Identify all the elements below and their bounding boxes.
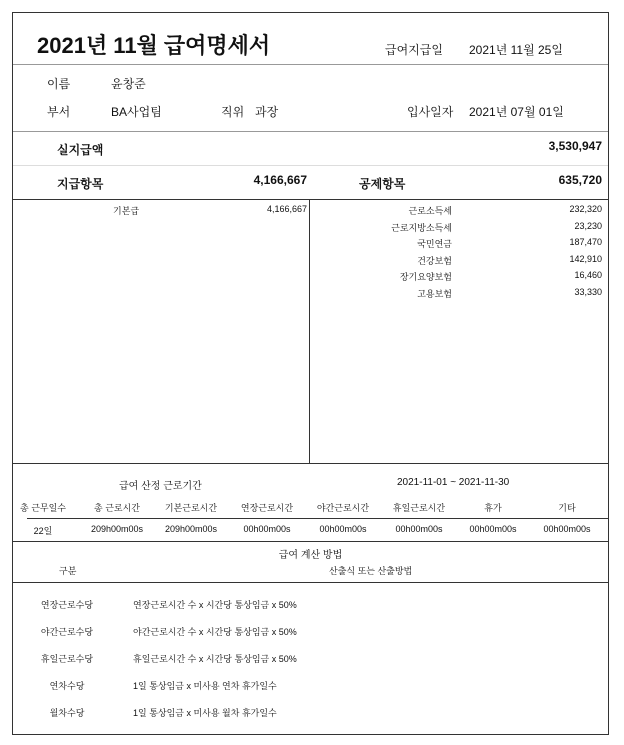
deduct-items-label: 공제항목 [359, 177, 406, 191]
deduct-item-label: 근로지방소득세 [391, 222, 452, 233]
work-header: 휴일근로시간 [392, 503, 446, 513]
pay-item-label: 기본급 [113, 206, 140, 216]
join-label: 입사일자 [407, 105, 454, 119]
deduct-item-value: 33,330 [574, 286, 602, 297]
page-title: 2021년 11월 급여명세서 [37, 33, 271, 58]
payslip [12, 12, 609, 735]
deduct-item-label: 고용보험 [417, 288, 452, 299]
join-date: 2021년 07월 01일 [469, 105, 564, 119]
deduct-item-label: 장기요양보험 [399, 272, 452, 282]
name-label: 이름 [47, 77, 71, 91]
deduct-item-label: 건강보험 [417, 255, 452, 266]
net-pay-label: 실지급액 [57, 143, 104, 157]
calc-row-label: 월차수당 [49, 708, 85, 718]
deduct-item-value: 142,910 [569, 253, 602, 264]
calc-col-category: 구분 [59, 566, 77, 576]
pay-total: 4,166,667 [253, 173, 307, 187]
work-value: 00h00m00s [319, 524, 367, 534]
pay-date: 2021년 11월 25일 [469, 43, 563, 57]
work-value: 209h00m00s [90, 524, 144, 534]
net-pay-value: 3,530,947 [548, 139, 602, 153]
work-header: 휴가 [484, 503, 502, 513]
calc-row-label: 연장근로수당 [40, 600, 94, 610]
work-value: 00h00m00s [543, 524, 591, 534]
calc-col-formula: 산출식 또는 산출방법 [329, 566, 413, 576]
calc-row-formula: 휴일근로시간 수 x 시간당 통상임금 x 50% [133, 654, 297, 664]
calc-row-formula: 1일 통상임금 x 미사용 월차 휴가일수 [133, 708, 277, 718]
deduct-item-label: 국민연금 [417, 239, 452, 249]
deduct-item-value: 23,230 [574, 220, 602, 231]
work-header: 연장근로시간 [240, 503, 294, 513]
work-value: 00h00m00s [243, 524, 291, 534]
calc-row-formula: 1일 통상임금 x 미사용 연차 휴가일수 [133, 681, 277, 691]
work-value: 22일 [33, 526, 53, 536]
work-value: 00h00m00s [395, 524, 443, 534]
period-label: 급여 산정 근로기간 [119, 481, 202, 492]
work-header: 총 근로시간 [94, 503, 140, 513]
work-header: 총 근무일수 [20, 503, 66, 513]
calc-row-formula: 연장근로시간 수 x 시간당 통상임금 x 50% [133, 600, 297, 610]
work-header: 야간근로시간 [316, 503, 370, 513]
position-label: 직위 [221, 105, 245, 119]
position-value: 과장 [255, 105, 279, 119]
name-value: 윤창준 [111, 77, 146, 91]
dept-label: 부서 [47, 105, 71, 119]
calc-row-label: 휴일근로수당 [40, 654, 94, 664]
work-value: 209h00m00s [164, 524, 218, 534]
pay-item-value: 4,166,667 [266, 204, 307, 214]
deduct-total: 635,720 [558, 173, 602, 187]
calc-title: 급여 계산 방법 [278, 550, 343, 561]
calc-row-label: 연차수당 [49, 681, 85, 691]
deduct-item-value: 16,460 [574, 270, 602, 280]
calc-row-formula: 야간근로시간 수 x 시간당 통상임금 x 50% [133, 627, 297, 637]
pay-date-label: 급여지급일 [385, 43, 443, 57]
pay-items-label: 지급항목 [57, 177, 104, 191]
work-header: 기본근로시간 [164, 503, 218, 513]
work-header: 기타 [558, 503, 576, 513]
deduct-item-value: 187,470 [569, 237, 602, 247]
dept-value: BA사업팀 [111, 105, 162, 119]
period-value: 2021-11-01 ~ 2021-11-30 [397, 477, 510, 488]
deduct-item-label: 근로소득세 [408, 206, 452, 216]
deduct-item-value: 232,320 [569, 204, 602, 214]
calc-row-label: 야간근로수당 [40, 627, 94, 637]
work-value: 00h00m00s [469, 524, 517, 534]
